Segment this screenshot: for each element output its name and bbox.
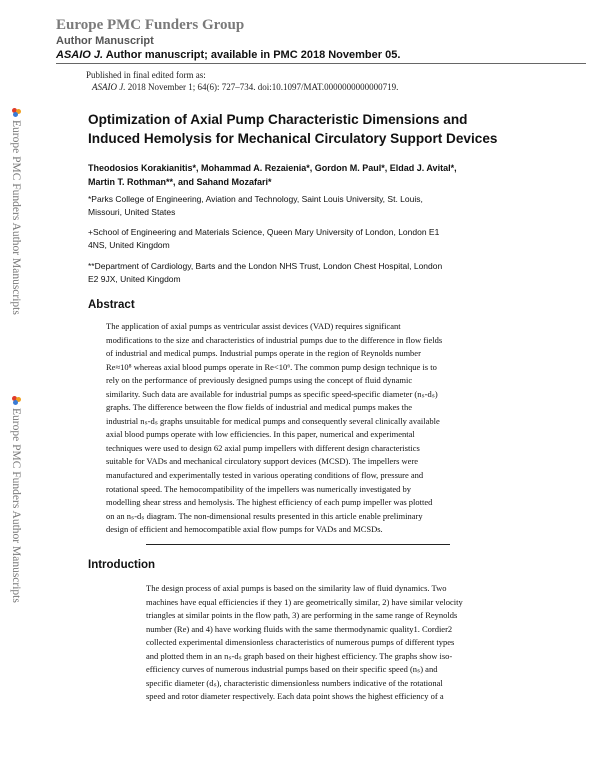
europe-pmc-logo-icon — [12, 396, 21, 405]
abstract-line: on an nₛ-dₛ diagram. The non-dimensional results presented in this article enable preliminary — [106, 510, 423, 521]
abstract-divider — [146, 544, 450, 545]
abstract-heading: Abstract — [88, 299, 135, 311]
introduction-heading: Introduction — [88, 559, 156, 571]
title-line: Induced Hemolysis for Mechanical Circulatory Support Devices — [88, 131, 498, 146]
affiliation-1 — [88, 193, 508, 219]
affiliation-line: *Parks College of Engineering, Aviation and Technology, Saint Louis University, St. Louis, — [88, 194, 423, 204]
funders-group-title: Europe PMC Funders Group — [56, 17, 245, 33]
affiliation-3 — [88, 260, 508, 286]
abstract-line: similarity. Such data are available for industrial pumps as specific speed-specific diameter (nₛ-dₛ) — [106, 388, 438, 399]
abstract-body — [106, 320, 508, 537]
citation-details: 2018 November 1; 64(6): 727–734. doi:10.1097/MAT.0000000000000719. — [127, 82, 399, 92]
abstract-line: The application of axial pumps as ventricular assist devices (VAD) requires significant — [106, 321, 401, 331]
affiliation-line: +School of Engineering and Materials Science, Queen Mary University of London, London E1 — [88, 227, 440, 237]
header-divider — [56, 63, 586, 64]
affiliation-line: **Department of Cardiology, Barts and the London NHS Trust, London Chest Hospital, London — [88, 261, 443, 271]
abstract-line: of industrial and medical pumps. Industrial pumps operate in the region of Reynolds number — [106, 348, 421, 359]
intro-line: and plotted them in an nₛ-dₛ graph based on their highest efficiency. The graphs show iso- — [146, 650, 453, 661]
europe-pmc-logo-icon — [12, 108, 21, 117]
title-line: Optimization of Axial Pump Characteristic Dimensions and — [88, 112, 468, 127]
citation-journal: ASAIO J. — [92, 82, 126, 92]
intro-line: efficiency curves of numerous industrial pumps based on their specific speed (nₛ) and — [146, 664, 438, 675]
abstract-line: graphs. The difference between the flow fields of industrial and medical pumps makes the — [106, 402, 413, 413]
affiliation-line: Missouri, United States — [88, 207, 176, 217]
published-prefix: Published in final edited form as: — [86, 70, 206, 80]
abstract-line: techniques were used to design 62 axial pump impellers with different design characteristics — [106, 442, 420, 453]
abstract-line: rely on the performance of previously designed pumps using the concept of fluid dynamic — [106, 375, 413, 386]
authors-line: Martin T. Rothman**, and Sahand Mozafari* — [88, 177, 272, 187]
abstract-line: manufactured and experimentally tested in various operating conditions of flow, pressure and — [106, 470, 424, 481]
intro-line: collected experimental dimensionless characteristics of numerous pumps of different types — [146, 637, 455, 648]
author-list — [88, 161, 508, 189]
abstract-line: suitable for VADs and mechanical circulatory support devices (MCSD). The impellers were — [106, 456, 419, 467]
abstract-line: modelling shear stress and hemolysis. The highest efficiency of each pump impeller was plotted — [106, 497, 433, 508]
intro-line: triangles at similar points in the flow path, 3) are performing in the same range of Reynolds — [146, 610, 458, 621]
abstract-line: axial blood pumps operate with low efficiencies. In this paper, numerical and experimental — [106, 429, 415, 440]
intro-line: speed and rotor diameter respectively. Each data point shows the highest efficiency of a — [146, 691, 444, 702]
sidebar-text: Europe PMC Funders Author Manuscripts — [10, 408, 22, 603]
affiliation-line: E2 9JX, United Kingdom — [88, 274, 181, 284]
introduction-body — [146, 582, 508, 704]
header — [56, 16, 586, 62]
abstract-line: rotational speed. The hemocompatibility of the impellers was numerically investigated by — [106, 483, 412, 494]
affiliation-line: 4NS, United Kingdom — [88, 240, 170, 250]
intro-line: specific diameter (dₛ), characteristic dimensionless numbers indicative of the rotational — [146, 677, 443, 688]
journal-name: ASAIO J. — [56, 49, 104, 61]
abstract-line: industrial nₛ-dₛ graphs unsuitable for medical pumps and consequently several clinically available — [106, 415, 440, 426]
availability-note: Author manuscript; available in PMC 2018 November 05. — [105, 49, 401, 61]
abstract-line: modifications to the size and characteristics of industrial pumps due to the difference in flow fields — [106, 334, 443, 345]
publication-info — [86, 69, 398, 93]
abstract-line: Re≈10⁸ whereas axial blood pumps operate in Re<10⁶. The common pump design technique is to — [106, 361, 437, 372]
intro-line: machines have equal efficiencies if they 1) are geometrically similar, 2) have similar velocity — [146, 596, 463, 607]
affiliation-2 — [88, 226, 508, 252]
intro-line: number (Re) and 4) have working fluids with the same thermodynamic quality1. Cordier2 — [146, 623, 453, 634]
sidebar-watermark-1 — [10, 108, 24, 315]
abstract-line: design of efficient and hemocompatible axial flow pumps for VADs and MCSDs. — [106, 524, 383, 535]
author-manuscript-label: Author Manuscript — [56, 35, 154, 47]
article-title — [88, 110, 528, 148]
journal-availability-line — [56, 48, 586, 62]
citation — [86, 81, 398, 93]
sidebar-text: Europe PMC Funders Author Manuscripts — [10, 120, 22, 315]
intro-line: The design process of axial pumps is based on the similarity law of fluid dynamics. Two — [146, 583, 447, 593]
authors-line: Theodosios Korakianitis*, Mohammad A. Rezaienia*, Gordon M. Paul*, Eldad J. Avital*, — [88, 163, 457, 173]
sidebar-watermark-2 — [10, 396, 24, 603]
